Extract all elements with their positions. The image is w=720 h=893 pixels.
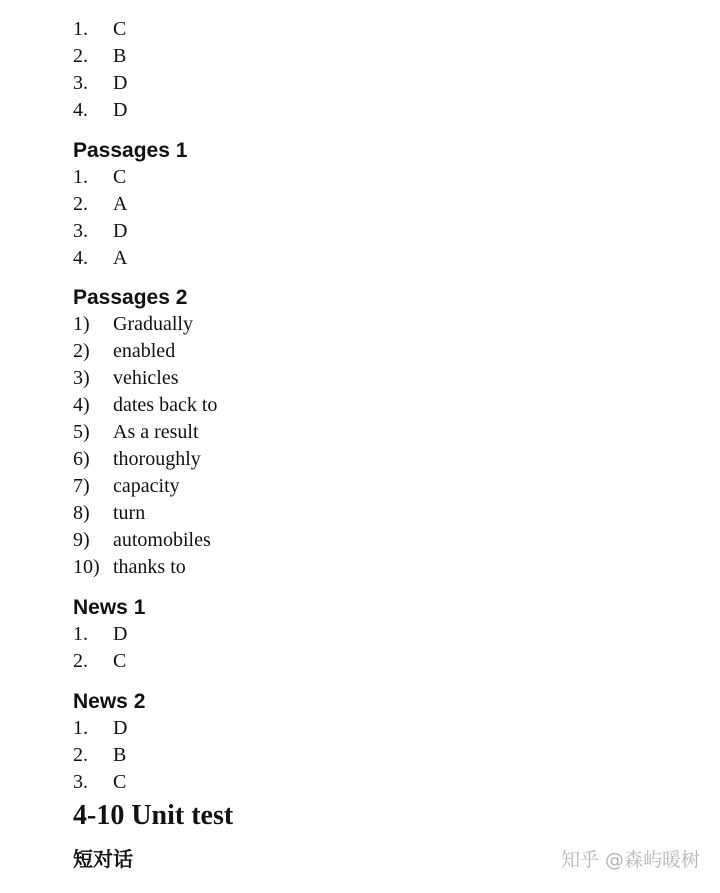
item-number: 2. <box>73 744 88 766</box>
list-item <box>73 191 128 218</box>
item-number: 3. <box>73 220 88 242</box>
news2-answer-list <box>73 715 128 796</box>
item-number: 2. <box>73 650 88 672</box>
item-answer: B <box>113 45 127 67</box>
list-item <box>73 245 128 272</box>
passages2-heading: Passages 2 <box>73 286 188 309</box>
list-item <box>73 527 211 554</box>
item-number: 1. <box>73 18 88 40</box>
item-answer: C <box>113 18 127 40</box>
item-answer: C <box>113 771 127 793</box>
item-number: 7) <box>73 475 90 497</box>
item-number: 8) <box>73 502 90 524</box>
unit-test-title: 4-10 Unit test <box>73 800 234 831</box>
list-item <box>73 218 128 245</box>
list-item <box>73 621 128 648</box>
item-answer: As a result <box>113 421 199 443</box>
item-answer: thanks to <box>113 556 186 578</box>
item-answer: automobiles <box>113 529 211 551</box>
item-answer: A <box>113 247 128 269</box>
item-number: 2) <box>73 340 90 362</box>
item-number: 1. <box>73 166 88 188</box>
item-number: 4. <box>73 247 88 269</box>
item-number: 10) <box>73 556 100 578</box>
list-item <box>73 648 127 675</box>
news2-heading: News 2 <box>73 690 146 713</box>
list-item <box>73 311 193 338</box>
list-item <box>73 392 218 419</box>
item-number: 4) <box>73 394 90 416</box>
item-answer: D <box>113 717 128 739</box>
item-number: 6) <box>73 448 90 470</box>
item-number: 1. <box>73 623 88 645</box>
item-number: 1. <box>73 717 88 739</box>
news1-answer-list <box>73 621 128 675</box>
item-answer: thoroughly <box>113 448 201 470</box>
item-answer: enabled <box>113 340 176 362</box>
list-item <box>73 500 146 527</box>
list-item <box>73 419 199 446</box>
list-item <box>73 446 201 473</box>
item-answer: D <box>113 99 128 121</box>
list-item <box>73 715 128 742</box>
item-number: 2. <box>73 45 88 67</box>
list-item <box>73 338 176 365</box>
item-number: 1) <box>73 313 90 335</box>
item-answer: D <box>113 623 128 645</box>
item-answer: C <box>113 166 127 188</box>
list-item <box>73 554 186 581</box>
passages1-answer-list <box>73 164 128 272</box>
intro-answer-list <box>73 16 128 124</box>
item-number: 3) <box>73 367 90 389</box>
list-item <box>73 742 127 769</box>
list-item <box>73 473 180 500</box>
list-item <box>73 164 127 191</box>
item-number: 3. <box>73 72 88 94</box>
list-item <box>73 16 127 43</box>
item-answer: capacity <box>113 475 180 497</box>
list-item <box>73 43 127 70</box>
list-item <box>73 70 128 97</box>
passages1-heading: Passages 1 <box>73 139 188 162</box>
item-number: 3. <box>73 771 88 793</box>
list-item <box>73 365 179 392</box>
item-answer: B <box>113 744 127 766</box>
item-answer: dates back to <box>113 394 218 416</box>
list-item <box>73 769 127 796</box>
watermark-text: 知乎 @森屿暖树 <box>560 849 700 871</box>
item-answer: Gradually <box>113 313 193 335</box>
item-number: 9) <box>73 529 90 551</box>
item-answer: vehicles <box>113 367 179 389</box>
item-number: 4. <box>73 99 88 121</box>
item-answer: turn <box>113 502 146 524</box>
item-answer: A <box>113 193 128 215</box>
item-number: 5) <box>73 421 90 443</box>
item-answer: D <box>113 220 128 242</box>
list-item <box>73 97 128 124</box>
passages2-answer-list <box>73 311 218 581</box>
item-answer: C <box>113 650 127 672</box>
short-dialogue-heading: 短对话 <box>73 847 133 871</box>
item-answer: D <box>113 72 128 94</box>
news1-heading: News 1 <box>73 596 146 619</box>
item-number: 2. <box>73 193 88 215</box>
